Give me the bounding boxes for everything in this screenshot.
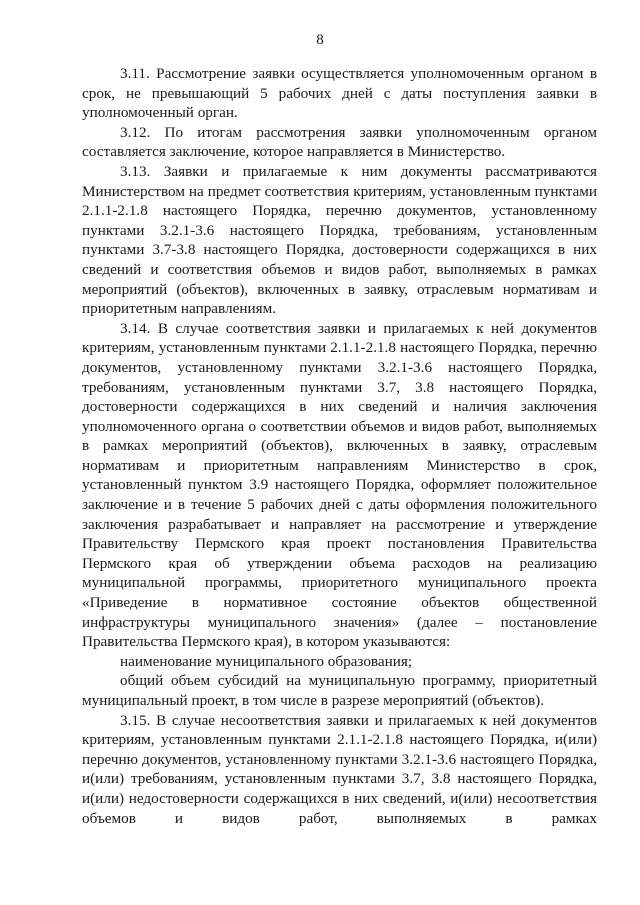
paragraph-3-15: 3.15. В случае несоответствия заявки и прилагаемых к ней документов критериям, установленным пунктами 2.1.1-2.1.8 настоящего Порядка, и(или) перечню документов, установленному пунктами 3.2.1-3.6 настоящего Порядка, и(или) требованиям, установленным пунктами 3.7, 3.8 настоящего Порядка, и(или) недостоверности содержащихся в них сведений, и(или) несоответствия объемов и видов работ, выполняемых в рамках <box>82 711 597 827</box>
paragraph-3-11: 3.11. Рассмотрение заявки осуществляется уполномоченным органом в срок, не превышающий 5 рабочих дней с даты поступления заявки в уполномоченный орган. <box>82 65 597 122</box>
paragraph-3-12: 3.12. По итогам рассмотрения заявки уполномоченным органом составляется заключение, которое направляется в Министерство. <box>82 123 597 161</box>
document-body <box>82 64 597 828</box>
paragraph-3-13: 3.13. Заявки и прилагаемые к ним документы рассматриваются Министерством на предмет соответствия критериям, установленным пунктами 2.1.1-2.1.8 настоящего Порядка, перечню документов, установленному пунктами 3.2.1-3.6 настоящего Порядка, требованиям, установленным пунктами 3.7-3.8 настоящего Порядка, достоверности содержащихся в них сведений и соответствия объемов и видов работ, выполняемых в рамках мероприятий (объектов), включенных в заявку, отраслевым нормативам и приоритетным направлениям. <box>82 162 597 318</box>
list-item-subsidy-volume: общий объем субсидий на муниципальную программу, приоритетный муниципальный проект, в том числе в разрезе мероприятий (объектов). <box>82 672 597 709</box>
paragraph-3-14: 3.14. В случае соответствия заявки и прилагаемых к ней документов критериям, установленным пунктами 2.1.1-2.1.8 настоящего Порядка, перечню документов, установленному пунктами 3.2.1-3.6 настоящего Порядка, требованиям, установленным пунктами 3.7, 3.8 настоящего Порядка, достоверности содержащихся в них сведений и наличия заключения уполномоченного органа о соответствии объемов и видов работ, выполняемых в рамках мероприятий (объектов), включенных в заявку, отраслевым нормативам и приоритетным направлениям Министерство в срок, установленный пунктом 3.9 настоящего Порядка, оформляет положительное заключение и в течение 5 рабочих дней с даты оформления положительного заключения разрабатывает и направляет на рассмотрение и утверждение Правительству Пермского края проект постановления Правительства Пермского края об утверждении объема расходов на реализацию муниципальной программы, приоритетного муниципального проекта «Приведение в нормативное состояние объектов общественной инфраструктуры муниципального значения» (далее – постановление Правительства Пермского края), в котором указываются: <box>82 319 597 651</box>
list-item-municipality-name: наименование муниципального образования; <box>120 652 413 670</box>
page-number: 8 <box>316 32 324 48</box>
